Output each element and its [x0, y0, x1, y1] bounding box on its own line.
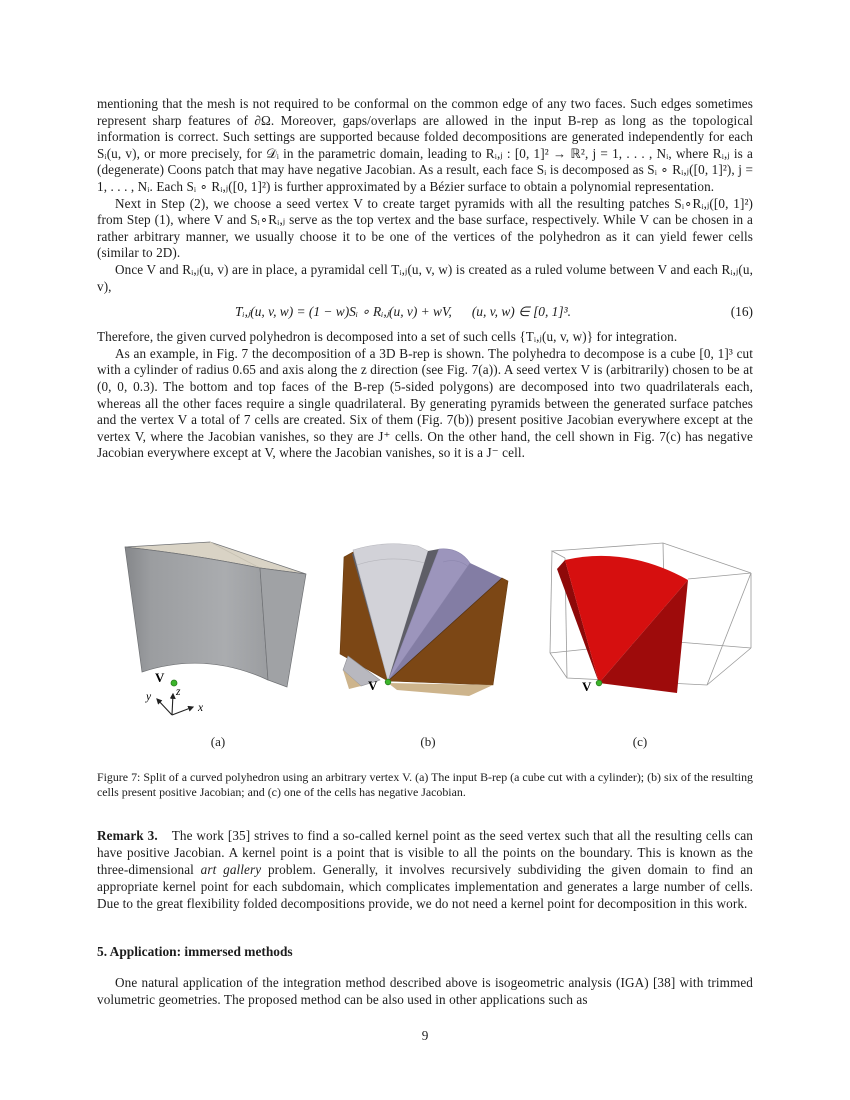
seed-vertex-c	[582, 679, 602, 694]
figure-7a-brep-image	[105, 538, 330, 753]
subcaption-b: (b)	[420, 734, 436, 749]
paragraph-mesh-conformal: mentioning that the mesh is not required to be conformal on the common edge of any two faces. Such edges sometimes represent sharp features of ∂Ω. Moreover, gaps/overlaps are allowed in the input B-rep as long as the topological information is correct. Such settings are supported because folded decompositions are generated independently for each Sᵢ(u, v), or more precisely, for 𝒟ᵢ in the parametric domain, leading to Rᵢ,ⱼ : [0, 1]² → ℝ², j = 1, . . . , Nᵢ, where Rᵢ,ⱼ is a (degenerate) Coons patch that may have negative Jacobian. As a result, each face Sᵢ is decomposed as Sᵢ ∘ Rᵢ,ⱼ([0, 1]²), j = 1, . . . , Nᵢ. Each Sᵢ ∘ Rᵢ,ⱼ([0, 1]²) is further approximated by a Bézier surface to obtain a polynomial representation.	[97, 96, 753, 194]
x-axis-label: x	[198, 702, 204, 714]
axes-triad	[157, 694, 193, 715]
y-axis	[157, 699, 172, 715]
paragraph-step2: Next in Step (2), we choose a seed vertex V to create target pyramids with all the resulting patches Sᵢ∘Rᵢ,ⱼ([0, 1]²) from Step (1), where V and Sᵢ∘Rᵢ,ⱼ serve as the top vertex and the base surface, respectively. While V can be chosen in a rather arbitrary manner, we usually choose it to be one of the vertices of the polyhedron as it can yield fewer cells (similar to 2D).	[97, 195, 753, 261]
y-axis-label: y	[146, 691, 152, 703]
brep-solid	[125, 542, 306, 687]
figure-7	[97, 538, 753, 753]
seed-vertex-a	[155, 670, 177, 686]
paragraph-therefore: Therefore, the given curved polyhedron is decomposed into a set of such cells {Tᵢ,ⱼ(u, v, w)} for integration.	[97, 329, 678, 345]
remark-italic-term: art gallery	[200, 862, 262, 877]
x-axis	[172, 707, 193, 715]
remark-label: Remark 3.	[97, 828, 158, 844]
remark-3	[97, 828, 753, 913]
figure-7c-cell-image	[545, 538, 755, 753]
figure-7b-cells-image	[335, 538, 550, 753]
equation-16	[97, 304, 753, 320]
equation-body: Tᵢ,ⱼ(u, v, w) = (1 − w)Sᵢ ∘ Rᵢ,ⱼ(u, v) + wV, (u, v, w) ∈ [0, 1]³.	[235, 304, 571, 320]
main-text-column	[97, 96, 753, 462]
equation-number: (16)	[730, 304, 753, 320]
subcaption-a: (a)	[210, 734, 226, 749]
figure-caption: Figure 7: Split of a curved polyhedron using an arbitrary vertex V. (a) The input B-rep (a cube cut with a cylinder); (b) six of the resulting cells present positive Jacobian; and (c) one of the cells has negative Jacobian.	[97, 769, 753, 800]
z-axis	[172, 694, 173, 715]
vertex-v-dot	[596, 680, 602, 686]
paragraph-application: One natural application of the integration method described above is isogeometric analysis (IGA) [38] with trimmed volumetric geometries. The proposed method can be also used in other applications such as	[97, 975, 753, 1007]
remark-text-before: The work [35] strives to find a so-called kernel point as the seed vertex such that all the resulting cells can have positive Jacobian. A kernel point is a point that is visible to all the points on the boundary. This is known as the three-dimensional	[97, 828, 754, 877]
vertex-v-label: V	[155, 670, 165, 685]
paragraph-pyramidal-cell: Once V and Rᵢ,ⱼ(u, v) are in place, a pyramidal cell Tᵢ,ⱼ(u, v, w) is created as a ruled volume between V and each Rᵢ,ⱼ(u, v),	[97, 261, 753, 294]
remark-text-after: problem. Generally, it involves recursively subdividing the given domain to find an appropriate kernel point for each subdomain, which complicates implementation and generates a large number of cells. Due to the great flexibility folded decompositions provide, we do not need a kernel point for decomposition in this work.	[97, 862, 753, 911]
page-number: 9	[421, 1028, 429, 1043]
section-heading: 5. Application: immersed methods	[97, 944, 293, 959]
paragraph-example-fig7: As an example, in Fig. 7 the decomposition of a 3D B-rep is shown. The polyhedra to decompose is a cube [0, 1]³ cut with a cylinder of radius 0.65 and axis along the z direction (see Fig. 7(a)). A seed vertex V is (arbitrarily) chosen to be at (0, 0, 0.3). The bottom and top faces of the B-rep (5-sided polygons) are decomposed into two quadrilaterals each, whereas all the other faces require a single quadrilateral. By generating pyramids between the generated surface patches and the vertex V a total of 7 cells are created. Six of them (Fig. 7(b)) present positive Jacobian everywhere except at the vertex V, where the Jacobian vanishes, so they are J⁺ cells. On the other hand, the cell shown in Fig. 7(c) has negative Jacobian everywhere except at V, where the Jacobian vanishes, so it is a J⁻ cell.	[97, 345, 753, 461]
subcaption-c: (c)	[632, 734, 648, 749]
z-axis-label: z	[176, 686, 181, 698]
vertex-v-dot	[385, 679, 391, 685]
vertex-v-label: V	[368, 678, 378, 693]
cell-tan-bottom	[388, 683, 493, 696]
vertex-v-label: V	[582, 679, 592, 694]
